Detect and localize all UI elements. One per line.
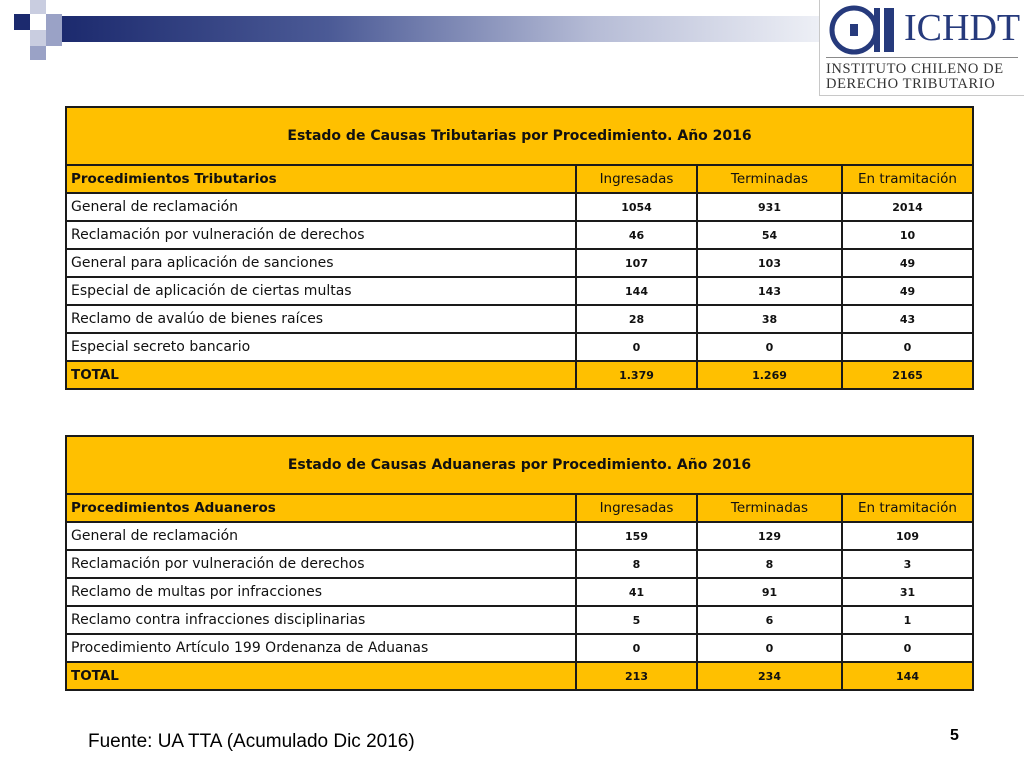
cell-en-tramitacion: 49: [842, 277, 973, 305]
cell-terminadas: 103: [697, 249, 842, 277]
table-total-row: [66, 662, 973, 690]
logo-subtitle: [826, 62, 1022, 92]
row-label: Reclamo de multas por infracciones: [66, 578, 576, 606]
page-number: 5: [950, 727, 959, 744]
cell-terminadas: 0: [697, 333, 842, 361]
total-en-tramitacion: 2165: [842, 361, 973, 389]
cell-ingresadas: 46: [576, 221, 697, 249]
total-ingresadas: 1.379: [576, 361, 697, 389]
table-row: [66, 193, 973, 221]
table-total-row: [66, 361, 973, 389]
header-en-tramitacion: En tramitación: [842, 165, 973, 193]
cell-ingresadas: 5: [576, 606, 697, 634]
logo-divider: [826, 57, 1018, 58]
cell-ingresadas: 0: [576, 333, 697, 361]
ichdt-emblem-icon: [826, 4, 902, 56]
source-note: Fuente: UA TTA (Acumulado Dic 2016): [88, 731, 415, 752]
row-label: General de reclamación: [66, 522, 576, 550]
row-label: Reclamo de avalúo de bienes raíces: [66, 305, 576, 333]
cell-ingresadas: 107: [576, 249, 697, 277]
header-procedimientos: Procedimientos Tributarios: [66, 165, 576, 193]
table-row: [66, 221, 973, 249]
header-ingresadas: Ingresadas: [576, 494, 697, 522]
logo-subtitle-line1: INSTITUTO CHILENO DE: [826, 61, 1004, 77]
cell-terminadas: 0: [697, 634, 842, 662]
cell-en-tramitacion: 49: [842, 249, 973, 277]
table-row: [66, 522, 973, 550]
cell-ingresadas: 1054: [576, 193, 697, 221]
row-label: Especial de aplicación de ciertas multas: [66, 277, 576, 305]
cell-ingresadas: 28: [576, 305, 697, 333]
row-label: General de reclamación: [66, 193, 576, 221]
table-row: [66, 550, 973, 578]
cell-terminadas: 8: [697, 550, 842, 578]
table-header-row: [66, 494, 973, 522]
row-label: Procedimiento Artículo 199 Ordenanza de Aduanas: [66, 634, 576, 662]
total-label: TOTAL: [66, 662, 576, 690]
cell-terminadas: 143: [697, 277, 842, 305]
cell-en-tramitacion: 43: [842, 305, 973, 333]
cell-en-tramitacion: 0: [842, 634, 973, 662]
table-header-row: [66, 165, 973, 193]
header-band: [62, 16, 822, 42]
row-label: Reclamación por vulneración de derechos: [66, 550, 576, 578]
total-terminadas: 1.269: [697, 361, 842, 389]
cell-ingresadas: 144: [576, 277, 697, 305]
cell-ingresadas: 0: [576, 634, 697, 662]
cell-ingresadas: 41: [576, 578, 697, 606]
table-row: [66, 606, 973, 634]
cell-en-tramitacion: 31: [842, 578, 973, 606]
row-label: General para aplicación de sanciones: [66, 249, 576, 277]
table-causas-aduaneras: [65, 435, 974, 691]
row-label: Especial secreto bancario: [66, 333, 576, 361]
table-row: [66, 578, 973, 606]
table-row: [66, 333, 973, 361]
cell-en-tramitacion: 3: [842, 550, 973, 578]
cell-terminadas: 91: [697, 578, 842, 606]
table-row: [66, 305, 973, 333]
cell-en-tramitacion: 0: [842, 333, 973, 361]
table-title: Estado de Causas Tributarias por Procedimiento. Año 2016: [66, 107, 973, 165]
row-label: Reclamo contra infracciones disciplinarias: [66, 606, 576, 634]
cell-ingresadas: 8: [576, 550, 697, 578]
total-terminadas: 234: [697, 662, 842, 690]
cell-en-tramitacion: 10: [842, 221, 973, 249]
total-ingresadas: 213: [576, 662, 697, 690]
header-terminadas: Terminadas: [697, 494, 842, 522]
cell-terminadas: 38: [697, 305, 842, 333]
cell-en-tramitacion: 109: [842, 522, 973, 550]
table-title: Estado de Causas Aduaneras por Procedimiento. Año 2016: [66, 436, 973, 494]
header-procedimientos: Procedimientos Aduaneros: [66, 494, 576, 522]
table-row: [66, 634, 973, 662]
table-row: [66, 277, 973, 305]
logo-subtitle-line2: DERECHO TRIBUTARIO: [826, 76, 996, 92]
total-label: TOTAL: [66, 361, 576, 389]
table-row: [66, 249, 973, 277]
logo-brand: ICHDT: [904, 7, 1021, 49]
cell-terminadas: 931: [697, 193, 842, 221]
ichdt-logo: [819, 0, 1024, 96]
cell-ingresadas: 159: [576, 522, 697, 550]
cell-en-tramitacion: 2014: [842, 193, 973, 221]
cell-terminadas: 129: [697, 522, 842, 550]
header-ingresadas: Ingresadas: [576, 165, 697, 193]
cell-terminadas: 54: [697, 221, 842, 249]
table-causas-tributarias: [65, 106, 974, 390]
header-en-tramitacion: En tramitación: [842, 494, 973, 522]
row-label: Reclamación por vulneración de derechos: [66, 221, 576, 249]
cell-terminadas: 6: [697, 606, 842, 634]
total-en-tramitacion: 144: [842, 662, 973, 690]
cell-en-tramitacion: 1: [842, 606, 973, 634]
header-terminadas: Terminadas: [697, 165, 842, 193]
